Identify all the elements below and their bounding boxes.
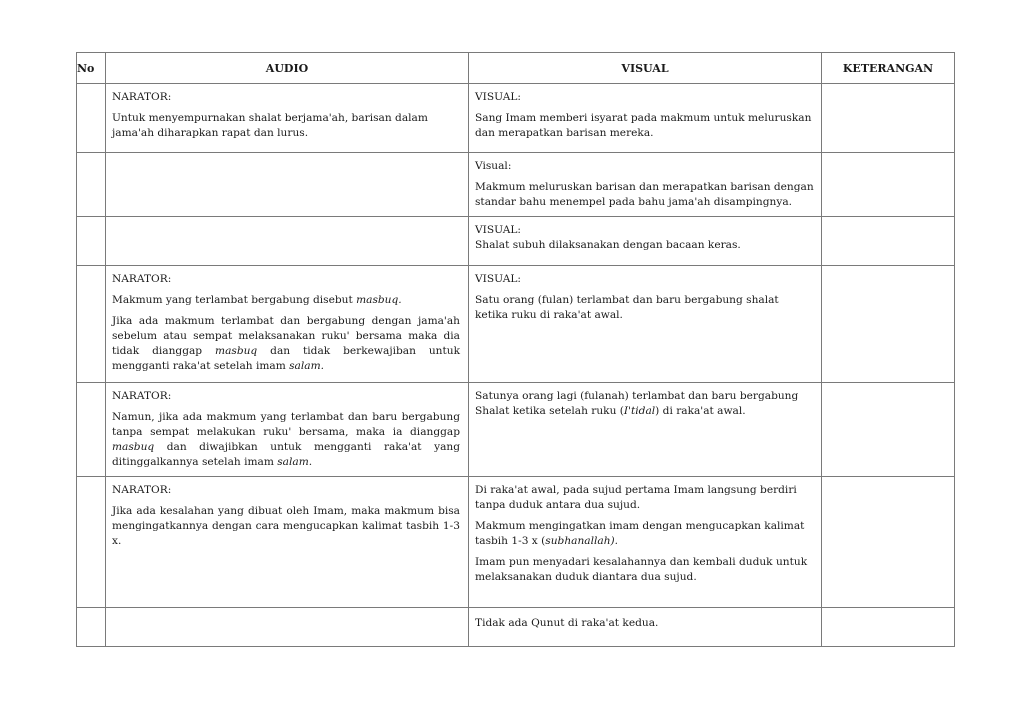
visual-text: Tidak ada Qunut di raka'at kedua. — [475, 617, 659, 629]
table-row — [77, 266, 955, 383]
cell-keterangan — [822, 217, 955, 266]
script-table — [76, 52, 955, 647]
cell-no — [77, 84, 106, 153]
visual-text: Satu orang (fulan) terlambat dan baru bergabung shalat ketika ruku di raka'at awal. — [475, 294, 779, 321]
table-row — [77, 153, 955, 217]
cell-keterangan — [822, 266, 955, 383]
cell-visual — [469, 608, 822, 647]
cell-audio — [106, 608, 469, 647]
table-row — [77, 608, 955, 647]
visual-label: VISUAL: — [475, 273, 521, 285]
audio-text: Namun, jika ada makmum yang terlambat dan baru bergabung tanpa sempat melakukan ruku' bersama, maka ia dianggap masbuq dan diwajibkan untuk mengganti raka'at yang ditinggalkannya setelah imam salam. — [112, 411, 460, 468]
cell-no — [77, 477, 106, 608]
visual-text: Makmum meluruskan barisan dan merapatkan barisan dengan standar bahu menempel pada bahu jama'ah disampingnya. — [475, 181, 814, 208]
header-visual: VISUAL — [469, 53, 822, 84]
audio-text: Jika ada kesalahan yang dibuat oleh Imam, maka makmum bisa mengingatkannya dengan cara mengucapkan kalimat tasbih 1-3 x. — [112, 505, 460, 547]
audio-text: Untuk menyempurnakan shalat berjama'ah, barisan dalam jama'ah diharapkan rapat dan lurus. — [112, 112, 428, 139]
cell-visual — [469, 217, 822, 266]
cell-audio — [106, 383, 469, 477]
visual-text: Imam pun menyadari kesalahannya dan kembali duduk untuk melaksanakan duduk diantara dua sujud. — [475, 556, 808, 583]
visual-text: Shalat subuh dilaksanakan dengan bacaan keras. — [475, 239, 741, 251]
table-row — [77, 477, 955, 608]
audio-label: NARATOR: — [112, 91, 172, 103]
visual-label: VISUAL: — [475, 91, 521, 103]
audio-label: NARATOR: — [112, 273, 172, 285]
table-row — [77, 383, 955, 477]
cell-no — [77, 383, 106, 477]
cell-keterangan — [822, 383, 955, 477]
table-header-row — [77, 53, 955, 84]
cell-no — [77, 217, 106, 266]
audio-label: NARATOR: — [112, 390, 172, 402]
visual-label: Visual: — [475, 160, 512, 172]
cell-visual — [469, 266, 822, 383]
cell-visual — [469, 477, 822, 608]
cell-audio — [106, 84, 469, 153]
header-no: No — [77, 53, 106, 84]
cell-audio — [106, 266, 469, 383]
table-row — [77, 84, 955, 153]
cell-visual — [469, 153, 822, 217]
audio-text: Jika ada makmum terlambat dan bergabung dengan jama'ah sebelum atau sempat melaksanakan ruku' bersama maka dia tidak dianggap masbuq dan tidak berkewajiban untuk mengganti raka'at setelah imam salam. — [112, 315, 460, 372]
table-row — [77, 217, 955, 266]
cell-keterangan — [822, 608, 955, 647]
audio-text: Makmum yang terlambat bergabung disebut masbuq. — [112, 294, 402, 306]
cell-keterangan — [822, 84, 955, 153]
visual-text: Makmum mengingatkan imam dengan mengucapkan kalimat tasbih 1-3 x (subhanallah). — [475, 520, 805, 547]
cell-no — [77, 266, 106, 383]
cell-no — [77, 153, 106, 217]
cell-keterangan — [822, 153, 955, 217]
cell-visual — [469, 383, 822, 477]
cell-audio — [106, 217, 469, 266]
cell-no — [77, 608, 106, 647]
audio-label: NARATOR: — [112, 484, 172, 496]
cell-keterangan — [822, 477, 955, 608]
header-keterangan: KETERANGAN — [822, 53, 955, 84]
visual-text: Di raka'at awal, pada sujud pertama Imam langsung berdiri tanpa duduk antara dua sujud. — [475, 484, 797, 511]
cell-visual — [469, 84, 822, 153]
visual-text: Satunya orang lagi (fulanah) terlambat dan baru bergabung Shalat ketika setelah ruku (I'tidal) di raka'at awal. — [475, 390, 799, 417]
header-audio: AUDIO — [106, 53, 469, 84]
cell-audio — [106, 153, 469, 217]
cell-audio — [106, 477, 469, 608]
visual-text: Sang Imam memberi isyarat pada makmum untuk meluruskan dan merapatkan barisan mereka. — [475, 112, 812, 139]
visual-label: VISUAL: — [475, 224, 521, 236]
